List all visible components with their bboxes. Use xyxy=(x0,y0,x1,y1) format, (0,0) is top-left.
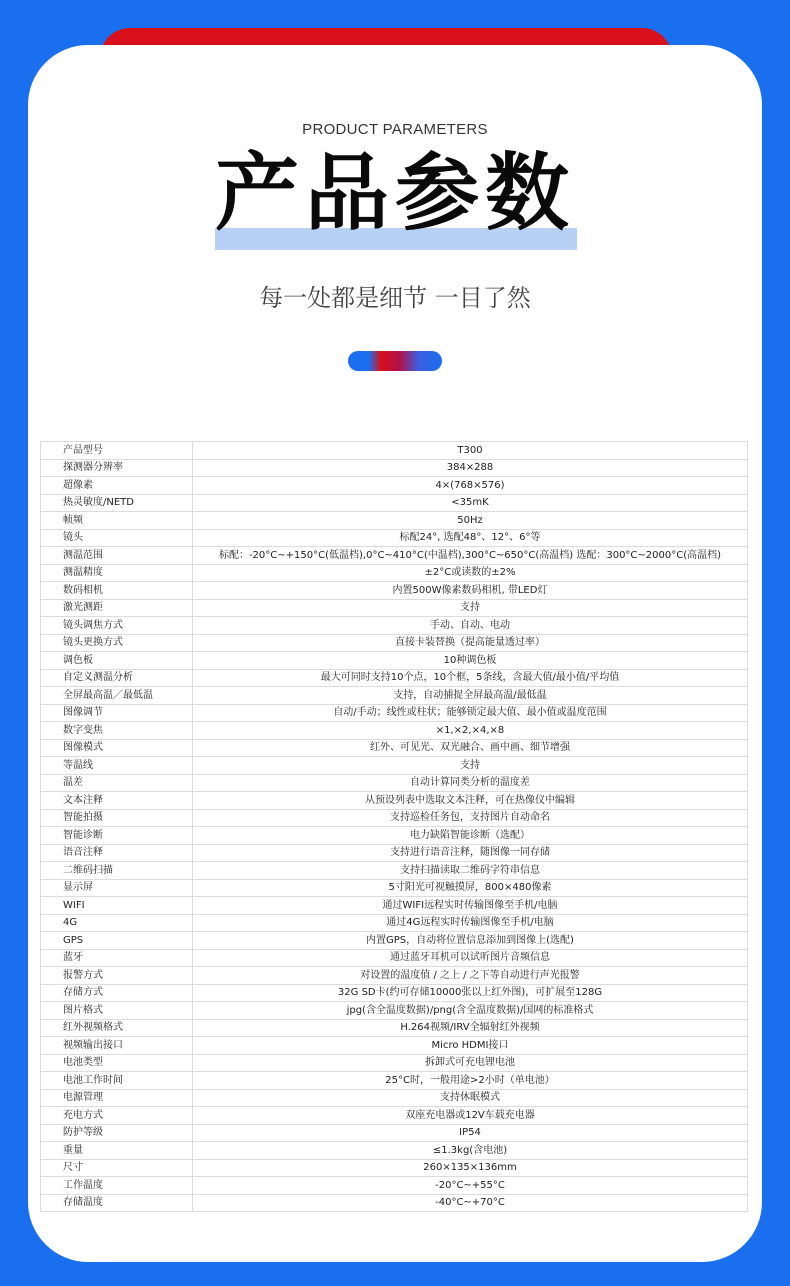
spec-value: 260×135×136mm xyxy=(193,1159,748,1177)
table-row xyxy=(41,984,748,1002)
table-row xyxy=(41,1107,748,1125)
spec-label: 图像调节 xyxy=(41,704,193,722)
table-row xyxy=(41,442,748,460)
spec-value: 红外、可见光、双光融合、画中画、细节增强 xyxy=(193,739,748,757)
spec-label: 电源管理 xyxy=(41,1089,193,1107)
spec-value: 384×288 xyxy=(193,459,748,477)
table-row xyxy=(41,564,748,582)
spec-value: <35mK xyxy=(193,494,748,512)
spec-value: 内置500W像素数码相机, 带LED灯 xyxy=(193,582,748,600)
spec-label: 产品型号 xyxy=(41,442,193,460)
table-row xyxy=(41,844,748,862)
spec-value: 自动/手动；线性或柱状；能够锁定最大值、最小值或温度范围 xyxy=(193,704,748,722)
table-row xyxy=(41,739,748,757)
table-row xyxy=(41,862,748,880)
table-row xyxy=(41,634,748,652)
spec-label: 全屏最高温／最低温 xyxy=(41,687,193,705)
spec-value: 双座充电器或12V车载充电器 xyxy=(193,1107,748,1125)
table-row xyxy=(41,914,748,932)
spec-label: 存储温度 xyxy=(41,1194,193,1212)
spec-table xyxy=(40,441,748,1212)
spec-label: 文本注释 xyxy=(41,792,193,810)
table-row xyxy=(41,1159,748,1177)
spec-label: 镜头 xyxy=(41,529,193,547)
spec-label: 电池类型 xyxy=(41,1054,193,1072)
table-row xyxy=(41,1037,748,1055)
spec-label: 图像模式 xyxy=(41,739,193,757)
table-row xyxy=(41,582,748,600)
spec-label: 显示屏 xyxy=(41,879,193,897)
subtitle-english: PRODUCT PARAMETERS xyxy=(302,121,488,138)
table-row xyxy=(41,1142,748,1160)
spec-label: 超像素 xyxy=(41,477,193,495)
slogan: 每一处都是细节 一目了然 xyxy=(259,284,531,312)
spec-label: 探测器分辨率 xyxy=(41,459,193,477)
spec-label: 自定义测温分析 xyxy=(41,669,193,687)
spec-value: 支持巡检任务包，支持图片自动命名 xyxy=(193,809,748,827)
spec-label: 镜头调焦方式 xyxy=(41,617,193,635)
table-row xyxy=(41,494,748,512)
table-row xyxy=(41,949,748,967)
table-row xyxy=(41,1072,748,1090)
spec-table-body xyxy=(41,442,748,1212)
spec-value: ≤1.3kg(含电池) xyxy=(193,1142,748,1160)
spec-label: 测温精度 xyxy=(41,564,193,582)
spec-value: 支持，自动捕捉全屏最高温/最低温 xyxy=(193,687,748,705)
table-row xyxy=(41,932,748,950)
table-row xyxy=(41,1054,748,1072)
spec-value: 50Hz xyxy=(193,512,748,530)
spec-value: 4×(768×576) xyxy=(193,477,748,495)
spec-value: 通过WIFI远程实时传输图像至手机/电脑 xyxy=(193,897,748,915)
spec-label: 等温线 xyxy=(41,757,193,775)
table-row xyxy=(41,529,748,547)
spec-value: 支持休眠模式 xyxy=(193,1089,748,1107)
spec-label: 工作温度 xyxy=(41,1177,193,1195)
table-row xyxy=(41,652,748,670)
table-row xyxy=(41,774,748,792)
spec-label: 数字变焦 xyxy=(41,722,193,740)
spec-value: 最大可同时支持10个点，10个框，5条线，含最大值/最小值/平均值 xyxy=(193,669,748,687)
spec-value: 电力缺陷智能诊断（选配） xyxy=(193,827,748,845)
spec-value: 通过4G远程实时传输图像至手机/电脑 xyxy=(193,914,748,932)
spec-value: IP54 xyxy=(193,1124,748,1142)
page-title: 产品参数 xyxy=(214,144,575,242)
table-row xyxy=(41,967,748,985)
spec-value: H.264视频/IRV全辐射红外视频 xyxy=(193,1019,748,1037)
table-row xyxy=(41,477,748,495)
spec-value: T300 xyxy=(193,442,748,460)
spec-value: -20°C~+55°C xyxy=(193,1177,748,1195)
spec-value: 通过蓝牙耳机可以试听图片音频信息 xyxy=(193,949,748,967)
table-row xyxy=(41,599,748,617)
spec-label: 防护等级 xyxy=(41,1124,193,1142)
spec-value: 对设置的温度值 / 之上 / 之下等自动进行声光报警 xyxy=(193,967,748,985)
spec-label: WIFI xyxy=(41,897,193,915)
spec-value: 直接卡装替换（提高能量透过率） xyxy=(193,634,748,652)
spec-label: 视频输出接口 xyxy=(41,1037,193,1055)
spec-label: 充电方式 xyxy=(41,1107,193,1125)
parameters-card xyxy=(28,45,762,1262)
table-row xyxy=(41,1002,748,1020)
spec-label: 4G xyxy=(41,914,193,932)
table-row xyxy=(41,757,748,775)
spec-label: 测温范围 xyxy=(41,547,193,565)
spec-value: 标配：-20°C~+150°C(低温档),0°C~410°C(中温档),300°C~650°C(高温档) 选配：300°C~2000°C(高温档) xyxy=(193,547,748,565)
table-row xyxy=(41,827,748,845)
table-row xyxy=(41,897,748,915)
spec-label: 调色板 xyxy=(41,652,193,670)
table-row xyxy=(41,1089,748,1107)
table-row xyxy=(41,792,748,810)
spec-label: 数码相机 xyxy=(41,582,193,600)
table-row xyxy=(41,879,748,897)
spec-label: 二维码扫描 xyxy=(41,862,193,880)
spec-label: 红外视频格式 xyxy=(41,1019,193,1037)
spec-label: GPS xyxy=(41,932,193,950)
spec-label: 报警方式 xyxy=(41,967,193,985)
spec-label: 重量 xyxy=(41,1142,193,1160)
spec-value: 32G SD卡(约可存储10000张以上红外图)，可扩展至128G xyxy=(193,984,748,1002)
spec-label: 电池工作时间 xyxy=(41,1072,193,1090)
spec-label: 尺寸 xyxy=(41,1159,193,1177)
spec-value: 支持扫描读取二维码字符串信息 xyxy=(193,862,748,880)
decorative-pill xyxy=(348,351,442,371)
table-row xyxy=(41,704,748,722)
spec-label: 热灵敏度/NETD xyxy=(41,494,193,512)
table-row xyxy=(41,669,748,687)
spec-value: 从预设列表中选取文本注释，可在热像仪中编辑 xyxy=(193,792,748,810)
spec-value: 支持进行语音注释，随图像一同存储 xyxy=(193,844,748,862)
spec-value: Micro HDMI接口 xyxy=(193,1037,748,1055)
table-row xyxy=(41,1019,748,1037)
spec-label: 智能拍摄 xyxy=(41,809,193,827)
table-row xyxy=(41,809,748,827)
spec-label: 语音注释 xyxy=(41,844,193,862)
table-row xyxy=(41,1177,748,1195)
spec-value: 5寸阳光可视触摸屏，800×480像素 xyxy=(193,879,748,897)
spec-value: 内置GPS，自动将位置信息添加到图像上(选配) xyxy=(193,932,748,950)
spec-label: 温差 xyxy=(41,774,193,792)
spec-label: 智能诊断 xyxy=(41,827,193,845)
spec-value: -40°C~+70°C xyxy=(193,1194,748,1212)
spec-label: 激光测距 xyxy=(41,599,193,617)
spec-label: 存储方式 xyxy=(41,984,193,1002)
table-row xyxy=(41,512,748,530)
spec-value: 手动、自动、电动 xyxy=(193,617,748,635)
spec-value: 支持 xyxy=(193,599,748,617)
table-row xyxy=(41,1124,748,1142)
spec-value: 支持 xyxy=(193,757,748,775)
spec-value: 25°C时，一般用途>2小时（单电池） xyxy=(193,1072,748,1090)
spec-value: 标配24°, 选配48°、12°、6°等 xyxy=(193,529,748,547)
table-row xyxy=(41,1194,748,1212)
table-row xyxy=(41,722,748,740)
spec-value: 10种调色板 xyxy=(193,652,748,670)
spec-value: ×1,×2,×4,×8 xyxy=(193,722,748,740)
table-row xyxy=(41,687,748,705)
spec-value: 拆卸式可充电锂电池 xyxy=(193,1054,748,1072)
table-row xyxy=(41,547,748,565)
table-row xyxy=(41,617,748,635)
spec-label: 蓝牙 xyxy=(41,949,193,967)
spec-label: 帧频 xyxy=(41,512,193,530)
spec-label: 图片格式 xyxy=(41,1002,193,1020)
spec-label: 镜头更换方式 xyxy=(41,634,193,652)
table-row xyxy=(41,459,748,477)
spec-value: jpg(含全温度数据)/png(含全温度数据)/国网的标准格式 xyxy=(193,1002,748,1020)
spec-value: 自动计算同类分析的温度差 xyxy=(193,774,748,792)
spec-value: ±2°C或读数的±2% xyxy=(193,564,748,582)
